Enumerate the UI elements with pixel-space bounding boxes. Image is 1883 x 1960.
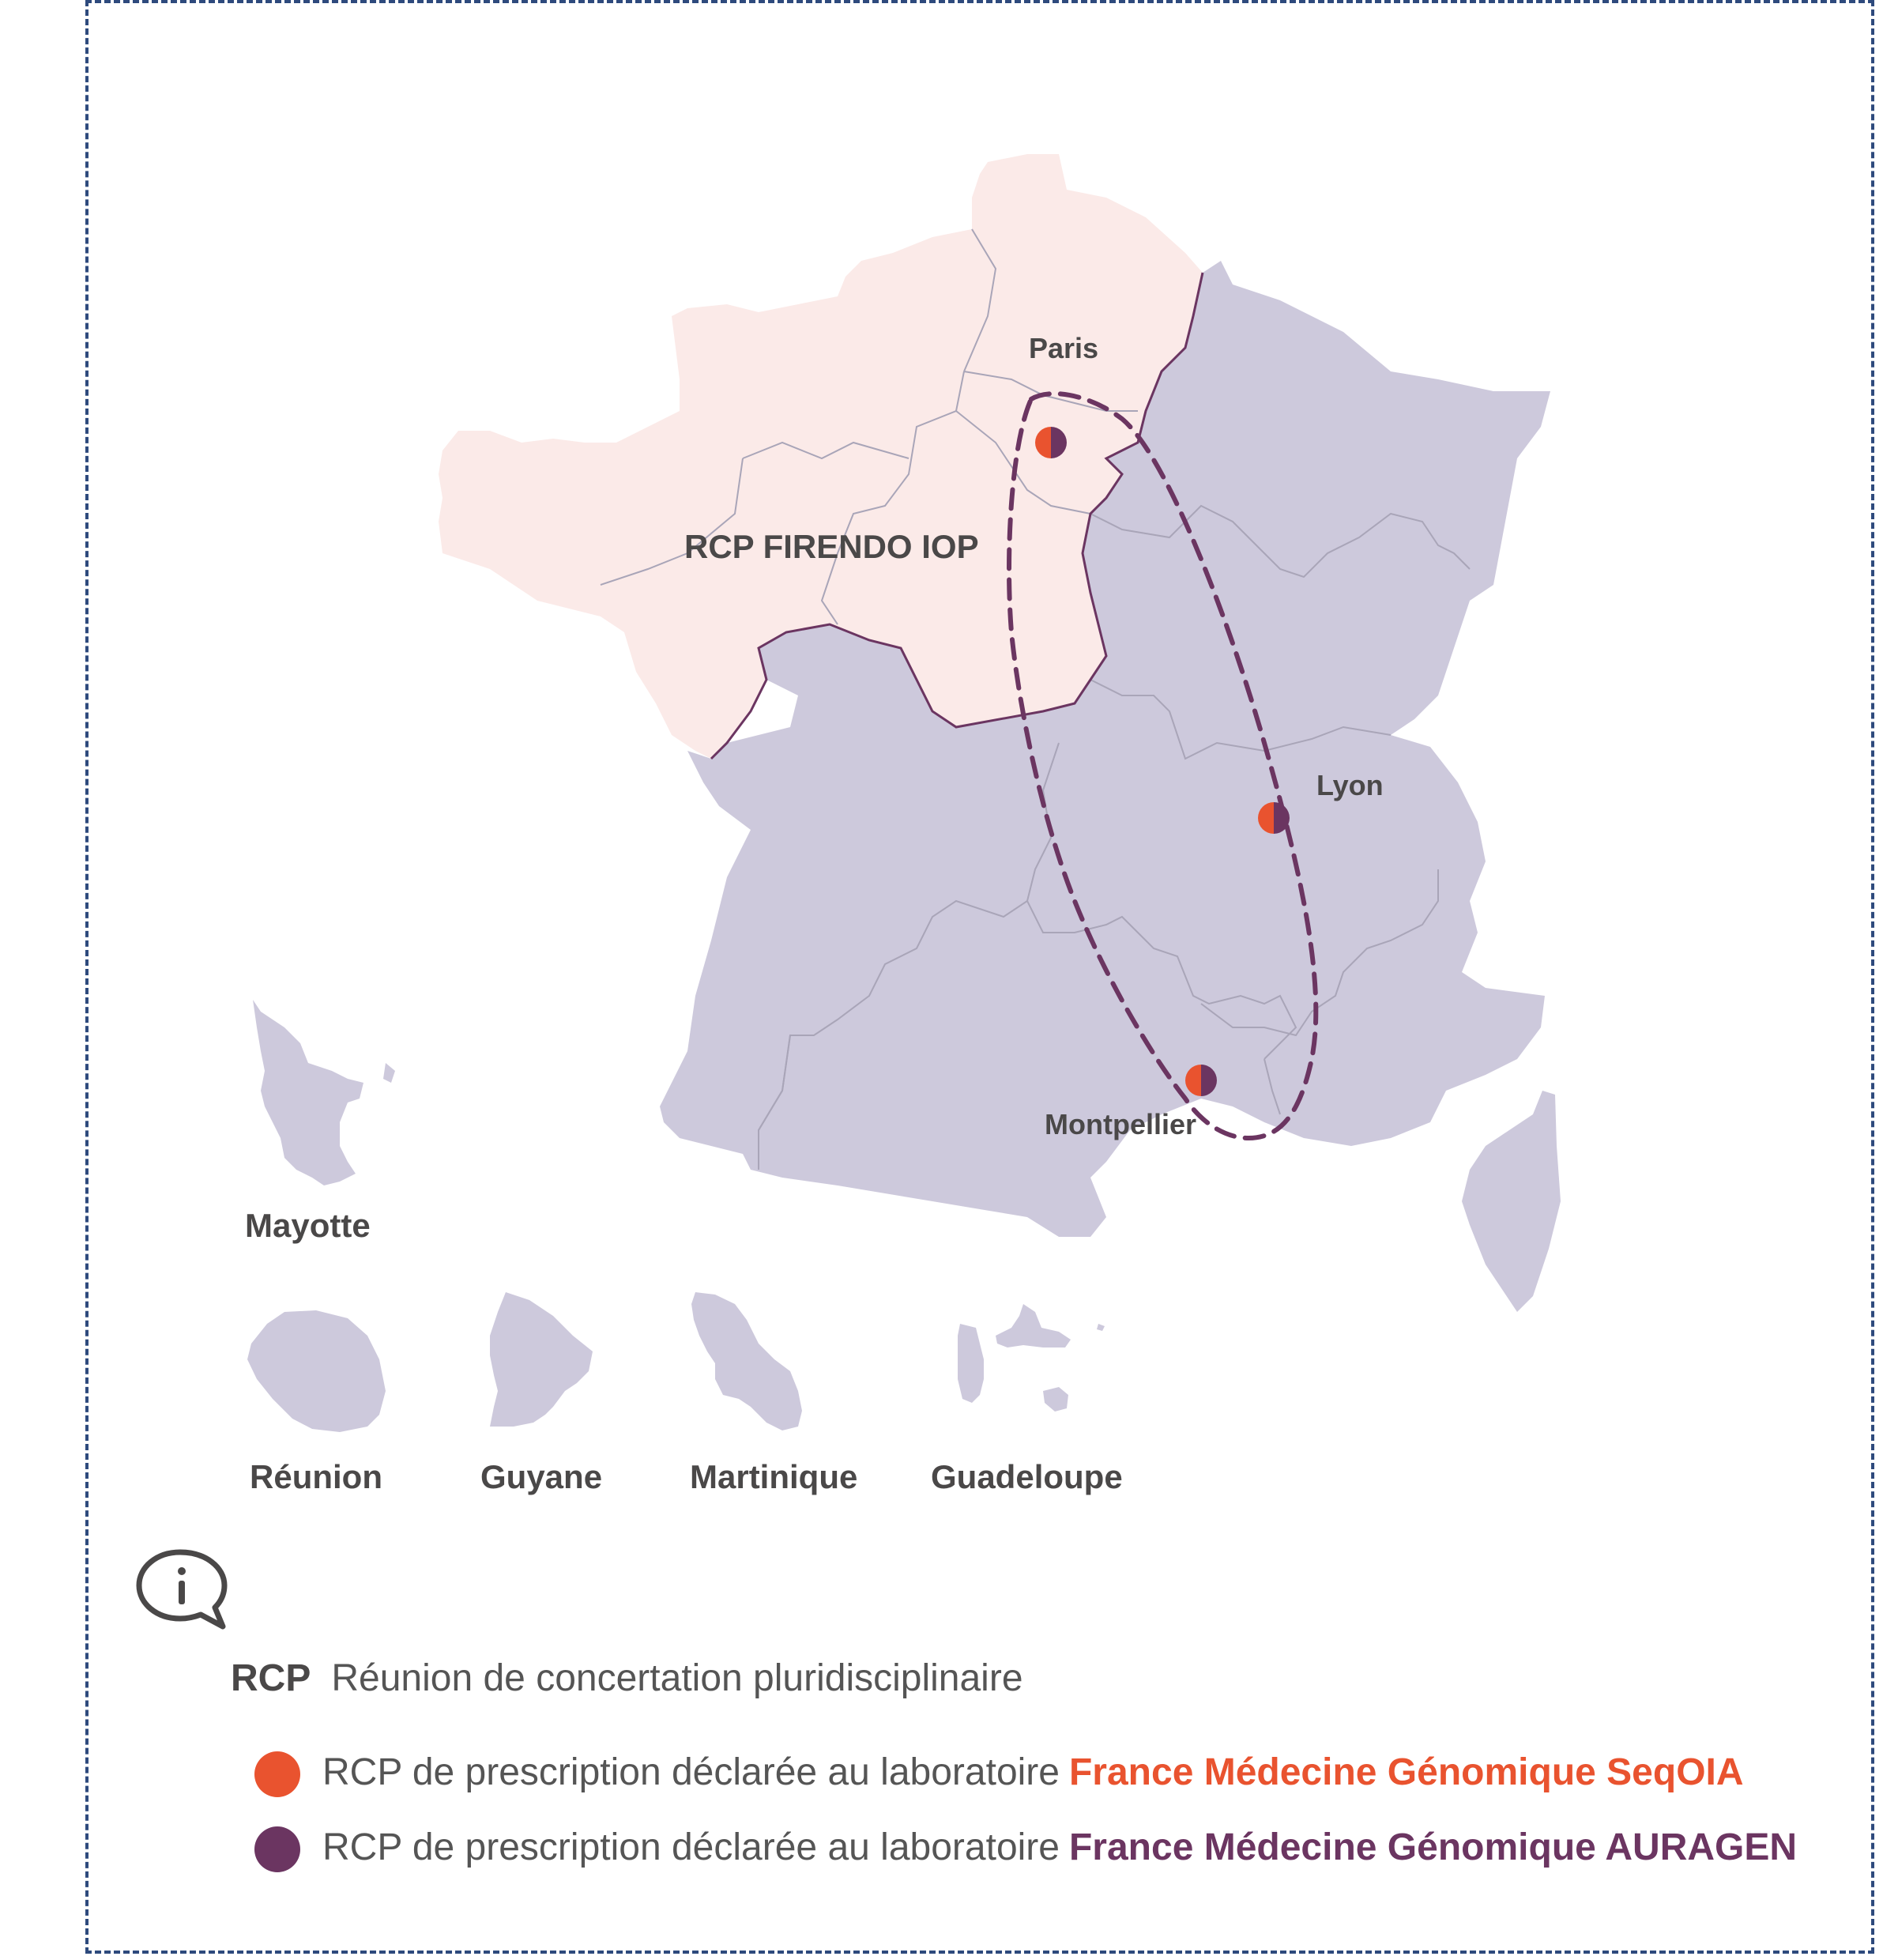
region-label-firendo-iop: RCP FIRENDO IOP: [684, 528, 979, 565]
city-label-lyon: Lyon: [1316, 769, 1384, 801]
legend-abbreviation-row: [231, 1657, 1023, 1700]
montpellier-marker: [1185, 1065, 1217, 1096]
label-reunion: Réunion: [250, 1458, 382, 1495]
legend-item-auragen: [322, 1826, 1797, 1869]
legend-item-auragen-text: RCP de prescription déclarée au laboratoire: [322, 1826, 1060, 1868]
city-label-paris: Paris: [1029, 332, 1099, 364]
label-mayotte: Mayotte: [245, 1207, 371, 1244]
legend-item-auragen-lab: France Médecine Génomique AURAGEN: [1068, 1826, 1798, 1868]
label-martinique: Martinique: [690, 1458, 858, 1495]
legend-dot-auragen: [254, 1826, 300, 1872]
label-guyane: Guyane: [480, 1458, 603, 1495]
lyon-marker: [1258, 802, 1290, 834]
legend-abbreviation-text: Réunion de concertation pluridisciplinaire: [331, 1657, 1023, 1699]
legend-abbreviation: RCP: [231, 1657, 311, 1699]
legend-item-seqoia-text: RCP de prescription déclarée au laboratoire: [322, 1751, 1060, 1793]
paris-marker: [1035, 427, 1067, 458]
legend-dot-seqoia: [254, 1751, 300, 1797]
legend-item-seqoia-lab: France Médecine Génomique SeqOIA: [1068, 1751, 1744, 1793]
info-speech-bubble-icon: [133, 1547, 232, 1633]
label-guadeloupe: Guadeloupe: [931, 1458, 1123, 1495]
legend-item-seqoia: [322, 1751, 1744, 1794]
city-label-montpellier: Montpellier: [1045, 1108, 1197, 1140]
